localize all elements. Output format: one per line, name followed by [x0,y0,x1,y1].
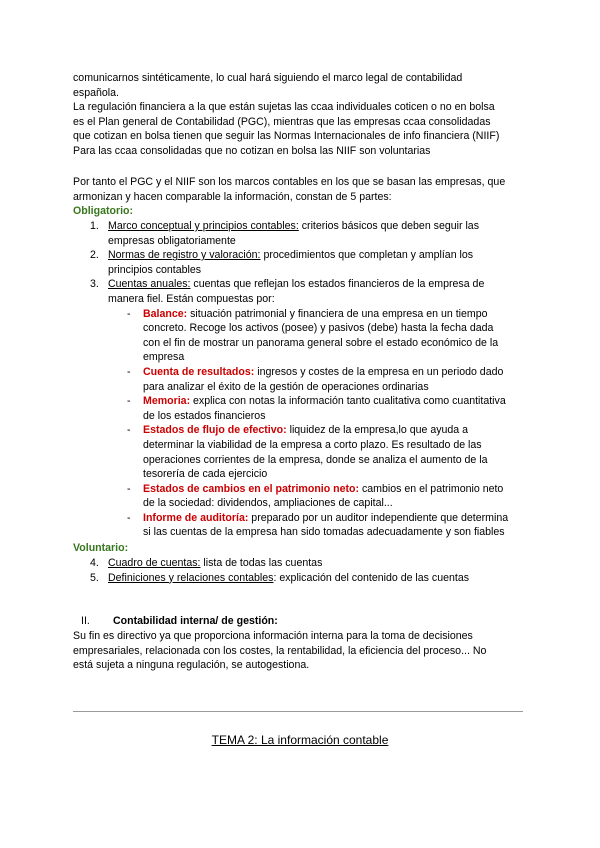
item-text: con el fin de mostrar un panorama general sobre el estado económico de la [143,336,499,349]
list-item [108,482,533,511]
item-text: cambios en el patrimonio neto [359,482,504,495]
item-text: si las cuentas de la empresa han sido tomadas adecuadamente y son fiables [143,526,505,539]
item-text: operaciones corrientes de la empresa, donde se analiza el aumento de la [143,453,488,466]
item-text: manera fiel. Están compuestas por: [108,292,275,305]
text-line: empresariales, relacionada con los costes, la rentabilidad, la eficiencia del proceso... No [73,644,487,657]
text-line: armonizan y hacen comparable la información, constan de 5 partes: [73,190,392,203]
text-line: que cotizan en bolsa tienen que seguir las Normas Internacionales de info financiera (NIIF) [73,130,500,143]
item-text: para analizar el éxito de la gestión de operaciones ordinarias [143,380,429,393]
list-item [108,511,533,540]
dash-bullet: - [127,424,131,437]
item-text: situación patrimonial y financiera de una empresa en un tiempo [187,307,488,320]
list-item [108,365,533,394]
list-item [73,556,533,571]
item-text: tesorería de cada ejercicio [143,468,268,481]
item-text: cuentas que reflejan los estados financieros de la empresa de [190,278,485,291]
horizontal-divider [73,711,523,712]
text-line: está sujeta a ninguna regulación, se autogestiona. [73,659,310,672]
item-text: liquidez de la empresa,lo que ayuda a [286,424,469,437]
text-line: La regulación financiera a la que están sujetas las ccaa individuales coticen o no en bolsa [73,101,495,114]
item-term: Estados de cambios en el patrimonio neto: [143,482,360,495]
item-term: Cuadro de cuentas: [108,557,201,569]
item-text: determinar la viabilidad de la empresa a corto plazo. Es resultado de las [143,438,482,451]
intro-paragraph [73,71,533,159]
voluntario-heading: Voluntario: [73,542,129,554]
list-number: 4. [90,557,99,569]
list-number: 3. [90,278,99,291]
list-item [108,394,533,423]
item-text: de los estados financieros [143,409,266,422]
item-text: procedimientos que completan y amplían los [260,249,474,262]
item-text: concreto. Recoge los activos (posee) y pasivos (debe) hasta la fecha dada [143,322,494,335]
item-term: Definiciones y relaciones contables [108,571,274,584]
list-number: 5. [90,571,99,584]
next-topic-title: TEMA 2: La información contable [211,733,389,747]
list-item [73,571,533,586]
item-text: criterios básicos que deben seguir las [298,220,479,232]
dash-bullet: - [127,365,131,378]
roman-numeral: II. [81,615,90,627]
item-term: Cuenta de resultados: [143,365,255,378]
voluntario-list [73,556,533,585]
obligatorio-heading: Obligatorio: [73,205,134,217]
list-item [108,307,533,365]
dash-bullet: - [127,307,131,320]
item-text: preparado por un auditor independiente que determina [248,511,509,524]
text-line: comunicarnos sintéticamente, lo cual hará siguiendo el marco legal de contabilidad [73,72,463,84]
section2-paragraph [73,629,535,673]
list-item [108,423,533,481]
list-number: 1. [90,220,99,232]
cuentas-anuales-list [108,307,533,541]
item-text: ingresos y costes de la empresa en un periodo dado [254,365,504,378]
item-text: principios contables [108,263,202,276]
item-term: Informe de auditoría: [143,511,249,524]
item-text: lista de todas las cuentas [200,557,323,569]
item-text: empresas obligatoriamente [108,234,236,247]
item-term: Marco conceptual y principios contables: [108,220,299,232]
item-text: de la sociedad: dividendos, ampliaciones de capital... [143,497,393,510]
item-text: empresa [143,351,185,364]
text-line: Para las ccaa consolidadas que no cotizan en bolsa las NIIF son voluntarias [73,144,431,157]
list-item [73,219,533,248]
section-heading [73,614,533,629]
frameworks-paragraph [73,175,533,204]
dash-bullet: - [127,511,131,524]
list-number: 2. [90,249,99,262]
item-term: Estados de flujo de efectivo: [143,424,287,437]
obligatorio-list [73,219,533,540]
item-term: Cuentas anuales: [108,278,191,291]
dash-bullet: - [127,395,131,408]
text-line: Su fin es directivo ya que proporciona información interna para la toma de decisiones [73,630,473,642]
item-term: Balance: [143,307,188,320]
text-line: española. [73,86,119,99]
item-text: explica con notas la información tanto cualitativa como cuantitativa [190,395,506,408]
text-line: es el Plan general de Contabilidad (PGC), mientras que las empresas ccaa consolidadas [73,115,491,128]
item-term: Memoria: [143,395,191,408]
section-title: Contabilidad interna/ de gestión: [113,615,278,627]
item-text: : explicación del contenido de las cuentas [273,571,470,584]
list-item [73,248,533,277]
list-item [73,277,533,540]
dash-bullet: - [127,482,131,495]
item-term: Normas de registro y valoración: [108,249,261,262]
text-line: Por tanto el PGC y el NIIF son los marcos contables en los que se basan las empresas, que [73,176,506,188]
